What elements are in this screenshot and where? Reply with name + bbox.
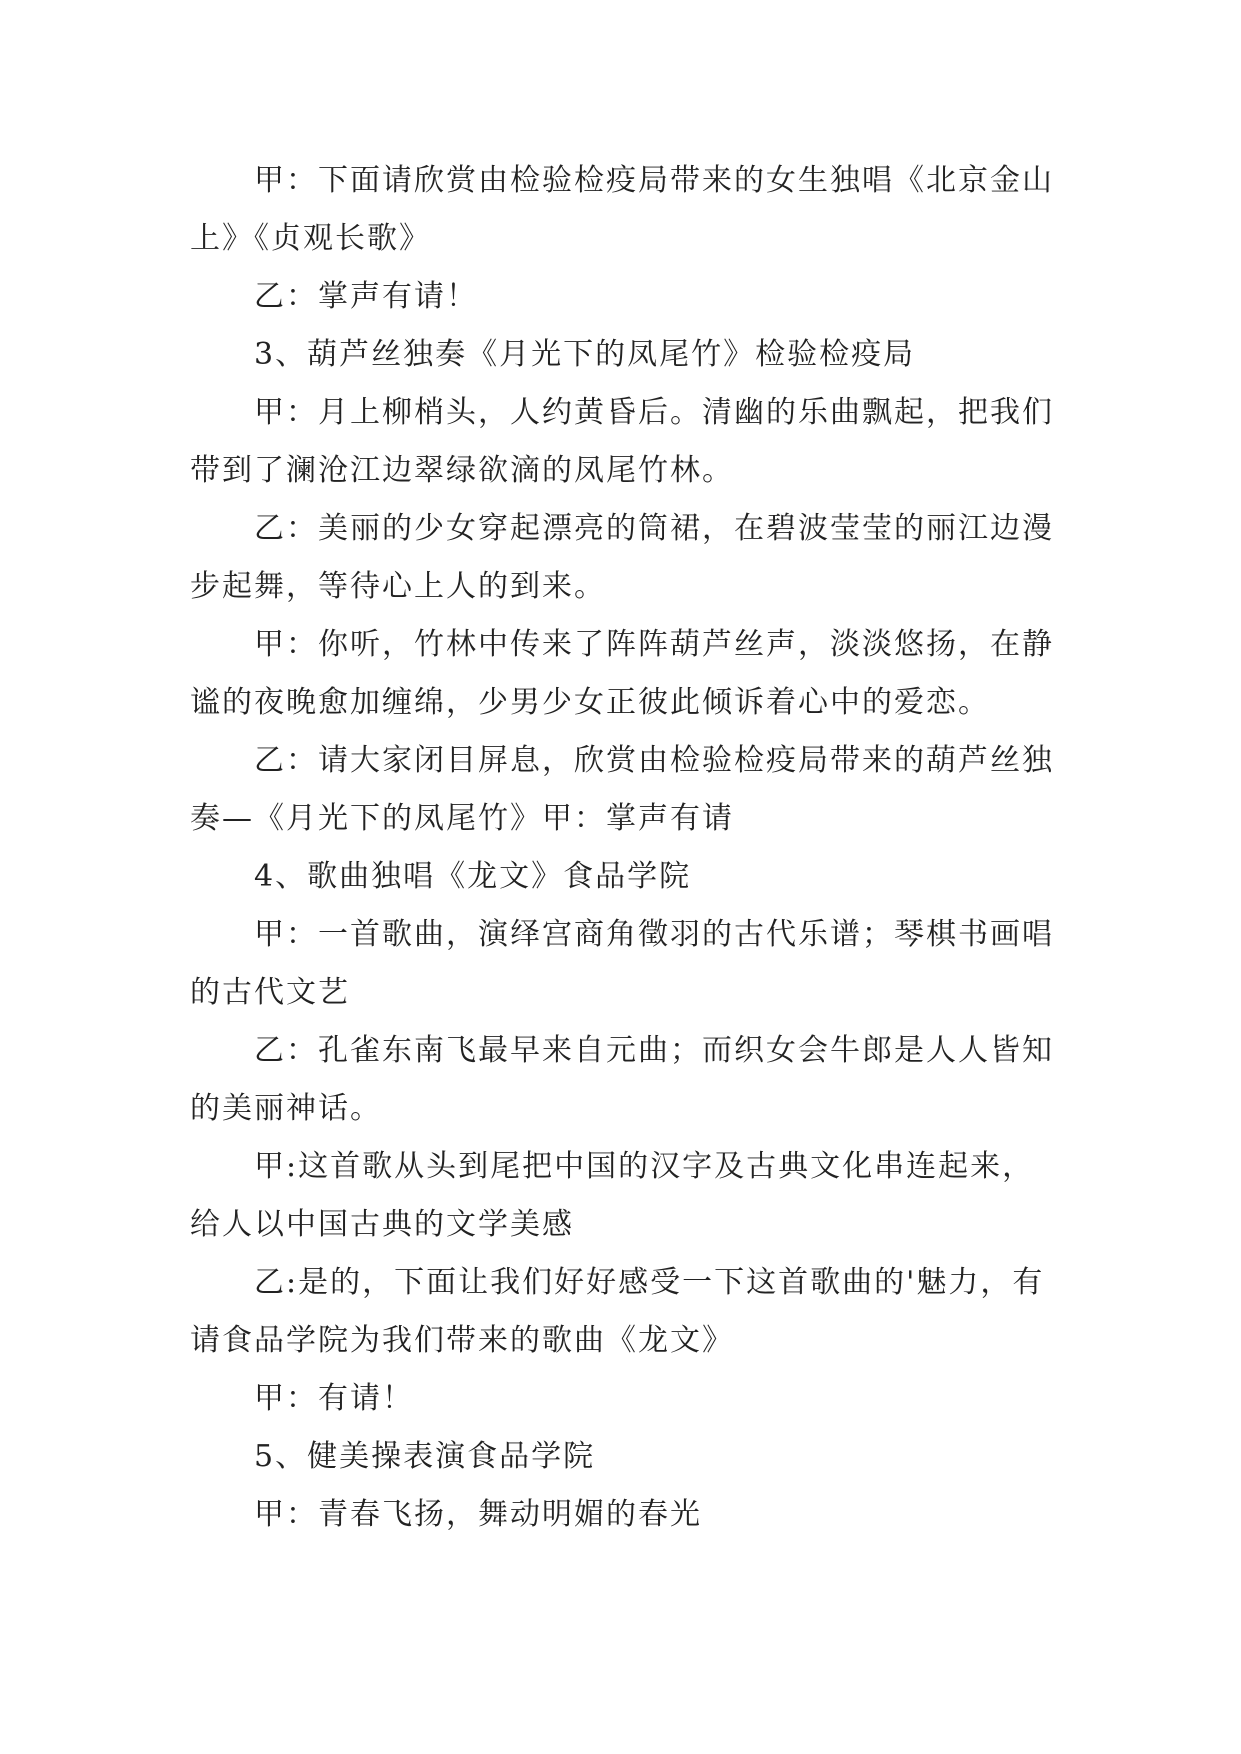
paragraph: 甲：青春飞扬，舞动明媚的春光 [254, 1497, 702, 1532]
paragraph: 5、健美操表演食品学院 [254, 1439, 596, 1474]
paragraph: 甲:这首歌从头到尾把中国的汉字及古典文化串连起来，给人以中国古典的文学美感 [190, 1149, 1035, 1242]
paragraph: 乙：掌声有请！ [254, 279, 478, 314]
paragraph: 甲：你听，竹林中传来了阵阵葫芦丝声，淡淡悠扬，在静谧的夜晚愈加缠绵，少男少女正彼此倾诉着心中的爱恋。 [190, 627, 1054, 720]
paragraph: 甲：一首歌曲，演绎宫商角徵羽的古代乐谱；琴棋书画唱的古代文艺 [190, 917, 1054, 1010]
document-body [190, 152, 1060, 1544]
paragraph: 4、歌曲独唱《龙文》食品学院 [254, 859, 692, 894]
paragraph: 乙：美丽的少女穿起漂亮的筒裙，在碧波莹莹的丽江边漫步起舞，等待心上人的到来。 [190, 511, 1054, 604]
paragraph: 3、葫芦丝独奏《月光下的凤尾竹》检验检疫局 [254, 337, 916, 372]
paragraph: 乙：请大家闭目屏息，欣赏由检验检疫局带来的葫芦丝独奏—《月光下的凤尾竹》甲：掌声有请 [190, 743, 1054, 836]
paragraph: 甲：月上柳梢头，人约黄昏后。清幽的乐曲飘起，把我们带到了澜沧江边翠绿欲滴的凤尾竹林。 [190, 395, 1054, 488]
paragraph: 乙:是的，下面让我们好好感受一下这首歌曲的'魅力，有请食品学院为我们带来的歌曲《龙文》 [190, 1265, 1045, 1358]
paragraph: 乙：孔雀东南飞最早来自元曲；而织女会牛郎是人人皆知的美丽神话。 [190, 1033, 1054, 1126]
paragraph: 甲：下面请欣赏由检验检疫局带来的女生独唱《北京金山上》《贞观长歌》 [190, 163, 1054, 256]
paragraph: 甲：有请！ [254, 1381, 414, 1416]
